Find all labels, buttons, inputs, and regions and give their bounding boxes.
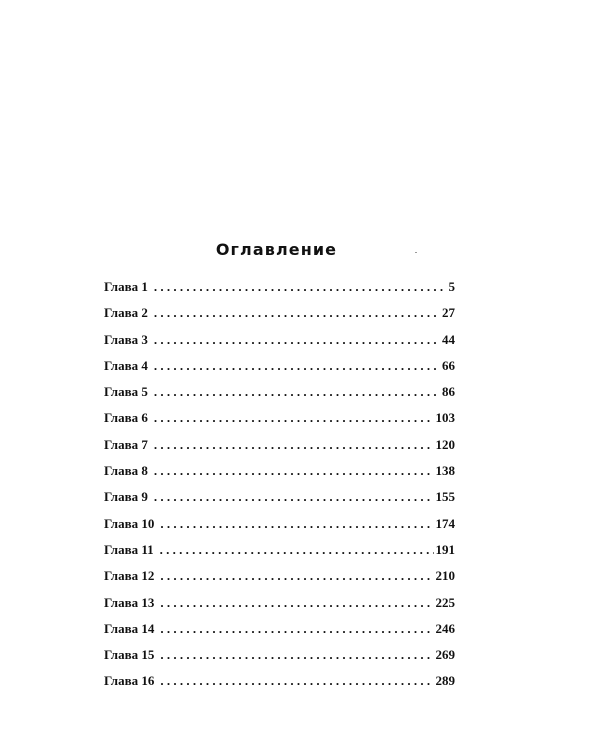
toc-entry-page: 86 (442, 384, 455, 400)
toc-entry-leader (154, 358, 440, 374)
toc-entry-page: 225 (435, 594, 455, 610)
toc-entry[interactable] (104, 332, 455, 358)
toc-entry-label: Глава 11 (104, 541, 154, 557)
toc-entry-label: Глава 7 (104, 436, 148, 452)
toc-entry-page: 210 (435, 568, 455, 584)
toc-entry-page: 138 (435, 463, 455, 479)
toc-entry-label: Глава 16 (104, 673, 155, 689)
toc-entry-label: Глава 6 (104, 410, 148, 426)
toc-entry-page: 66 (442, 357, 455, 373)
toc-entry[interactable] (104, 437, 455, 463)
toc-entry-leader (160, 542, 434, 558)
toc-entry-leader (154, 463, 434, 479)
toc-entry-label: Глава 15 (104, 647, 155, 663)
print-speck (415, 252, 417, 253)
toc-entry[interactable] (104, 410, 455, 436)
toc-entry-page: 155 (435, 489, 455, 505)
toc-entry-page: 269 (435, 647, 455, 663)
toc-entry-label: Глава 5 (104, 384, 148, 400)
toc-entry-leader (160, 621, 433, 637)
toc-entry-leader (154, 437, 434, 453)
toc-entry-label: Глава 14 (104, 620, 155, 636)
toc-entry-label: Глава 3 (104, 331, 148, 347)
toc-entry-page: 5 (448, 279, 455, 294)
toc-entry[interactable] (104, 516, 455, 542)
toc-entry-label: Глава 4 (104, 357, 148, 373)
toc-title: Оглавление (215, 240, 338, 259)
toc-entry-label: Глава 10 (104, 515, 155, 531)
toc-entry-page: 103 (435, 410, 455, 426)
toc-entry[interactable] (104, 621, 455, 647)
toc-entry-page: 120 (435, 436, 455, 452)
toc-entry-leader (154, 332, 440, 348)
toc-entry-leader (154, 279, 447, 295)
toc-entry-page: 27 (442, 305, 455, 321)
toc-entry[interactable] (104, 279, 455, 305)
toc-entry-label: Глава 13 (104, 594, 155, 610)
toc-entry[interactable] (104, 568, 455, 594)
toc-entry-leader (160, 568, 433, 584)
toc-entry[interactable] (104, 384, 455, 410)
toc-entry-page: 289 (435, 673, 455, 689)
toc-entry-page: 246 (435, 620, 455, 636)
toc-entry[interactable] (104, 595, 455, 621)
toc-entry-leader (160, 673, 433, 689)
toc-entry[interactable] (104, 647, 455, 673)
toc-entry-leader (154, 410, 434, 426)
toc-entry-leader (154, 489, 434, 505)
toc-entry-label: Глава 1 (104, 279, 148, 294)
toc-entry[interactable] (104, 542, 455, 568)
toc-entry-leader (160, 595, 433, 611)
toc-entry-leader (154, 305, 440, 321)
toc-entry[interactable] (104, 463, 455, 489)
toc-entry-leader (160, 516, 433, 532)
toc-entry[interactable] (104, 673, 455, 699)
toc-entry-page: 44 (442, 331, 455, 347)
toc-entry[interactable] (104, 305, 455, 331)
toc-entry-leader (160, 647, 433, 663)
toc-entry-leader (154, 384, 440, 400)
toc-entry-page: 174 (435, 515, 455, 531)
toc-list (104, 279, 455, 700)
toc-entry-label: Глава 9 (104, 489, 148, 505)
toc-entry-label: Глава 8 (104, 463, 148, 479)
toc-entry[interactable] (104, 489, 455, 515)
toc-entry[interactable] (104, 358, 455, 384)
toc-entry-label: Глава 2 (104, 305, 148, 321)
toc-entry-page: 191 (435, 541, 455, 557)
toc-entry-label: Глава 12 (104, 568, 155, 584)
